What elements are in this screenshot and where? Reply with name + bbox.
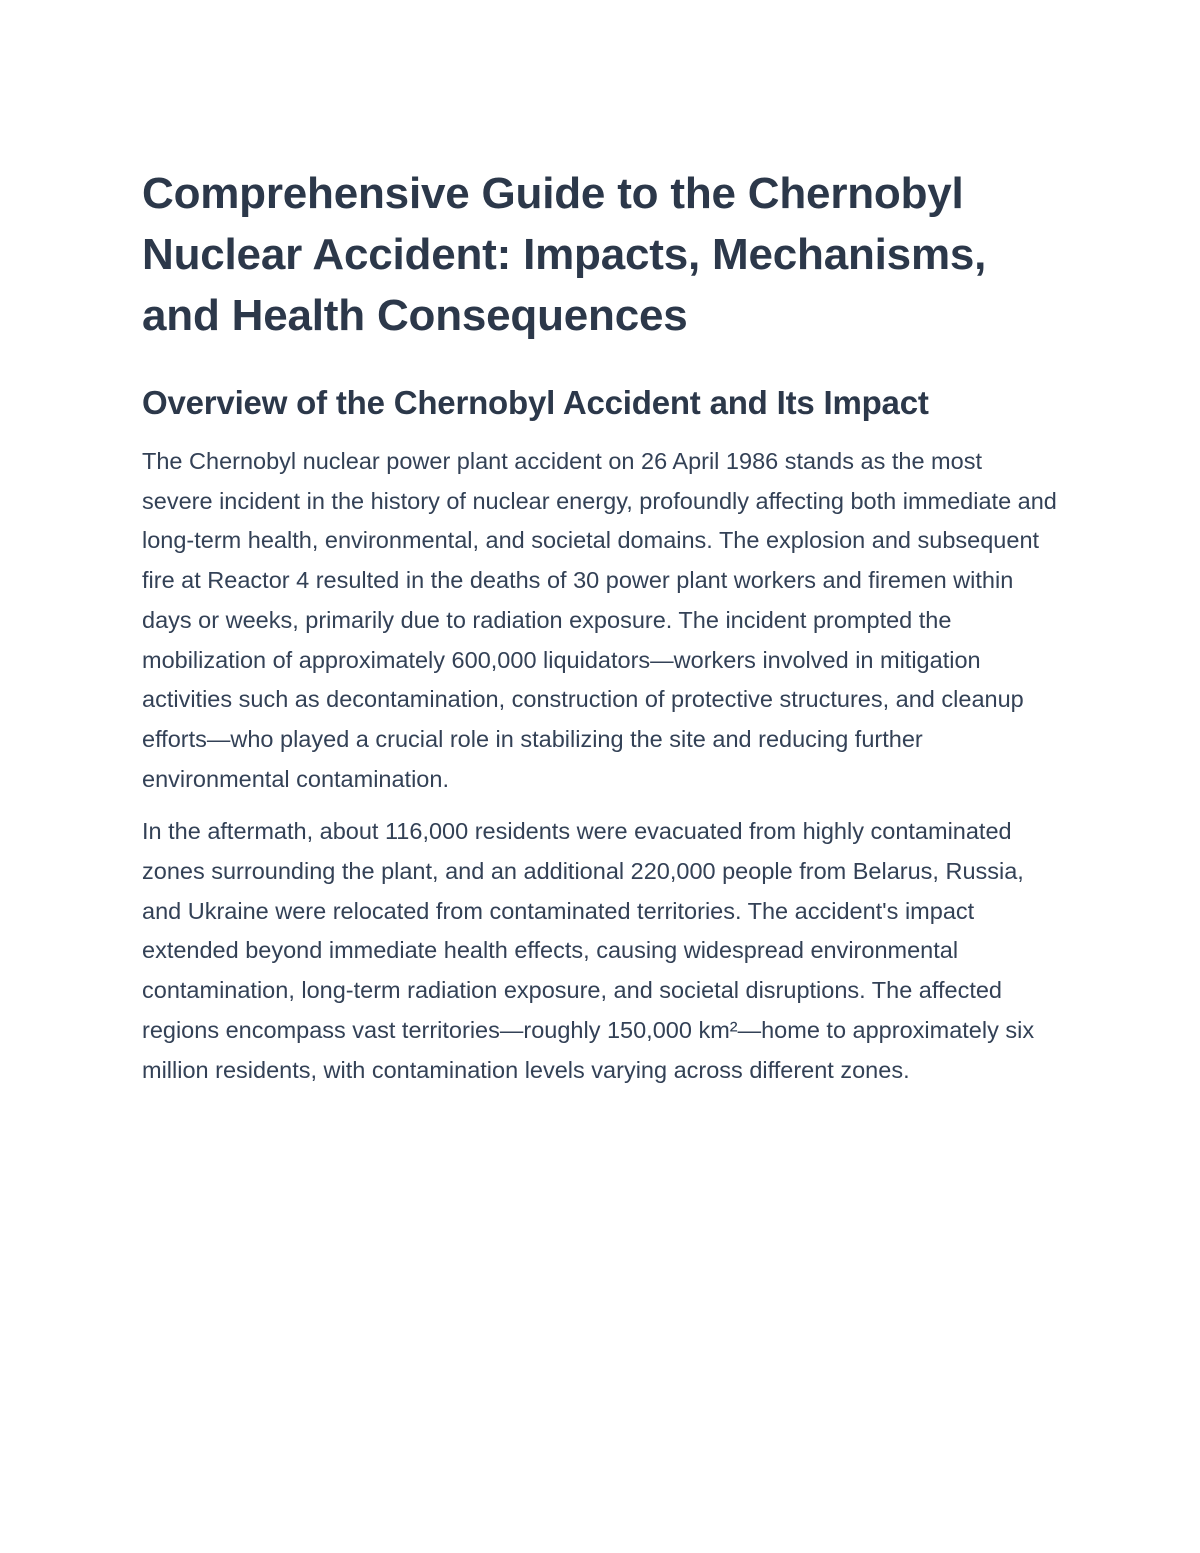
document-title: Comprehensive Guide to the Chernobyl Nuclear Accident: Impacts, Mechanisms, and Health Consequences <box>142 169 987 340</box>
overview-section <box>142 374 1058 1090</box>
paragraph-overview: The Chernobyl nuclear power plant accident on 26 April 1986 stands as the most severe incident in the history of nuclear energy, profoundly affecting both immediate and long-term health, environmental, and societal domains. The explosion and subsequent fire at Reactor 4 resulted in the deaths of 30 power plant workers and firemen within days or weeks, primarily due to radiation exposure. The incident prompted the mobilization of approximately 600,000 liquidators—workers involved in mitigation activities such as decontamination, construction of protective structures, and cleanup efforts—who played a crucial role in stabilizing the site and reducing further environmental contamination. <box>142 448 1057 792</box>
section-heading: Overview of the Chernobyl Accident and Its Impact <box>142 384 929 421</box>
paragraph-aftermath: In the aftermath, about 116,000 residents were evacuated from highly contaminated zones surrounding the plant, and an additional 220,000 people from Belarus, Russia, and Ukraine were relocated from contaminated territories. The accident's impact extended beyond immediate health effects, causing widespread environmental contamination, long-term radiation exposure, and societal disruptions. The affected regions encompass vast territories—roughly 150,000 km²—home to approximately six million residents, with contamination levels varying across different zones. <box>142 818 1035 1083</box>
document-page <box>142 163 1058 1090</box>
